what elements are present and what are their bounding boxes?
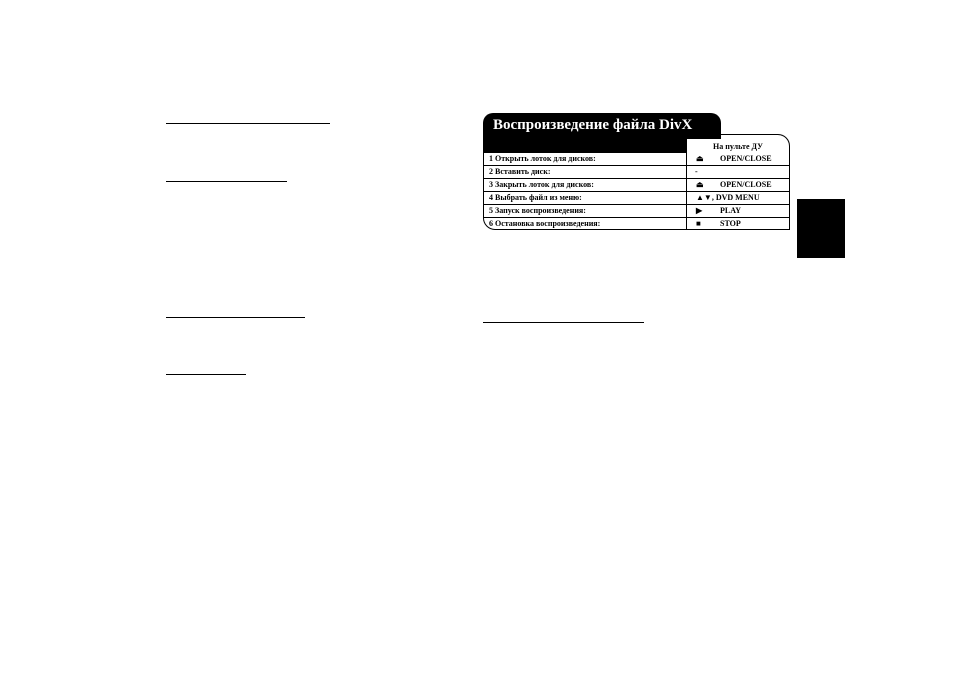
table-row	[484, 191, 789, 204]
table-row	[484, 153, 789, 165]
heading-rule-4	[166, 374, 246, 375]
remote-key: ▲▼, DVD MENU	[696, 193, 760, 202]
heading-rule-2	[166, 181, 287, 182]
divx-panel	[483, 113, 790, 230]
heading-rule-3	[166, 317, 305, 318]
step-text: 2 Вставить диск:	[489, 167, 551, 176]
remote-key: PLAY	[720, 206, 742, 215]
remote-cell	[686, 192, 789, 204]
remote-key: -	[695, 167, 698, 176]
step-text: 6 Остановка воспроизведения:	[489, 219, 601, 228]
remote-cell	[686, 218, 789, 230]
table-row	[484, 217, 789, 230]
stop-icon: ■	[696, 219, 701, 228]
panel-title: Воспроизведение файла DivX	[483, 113, 721, 139]
remote-cell	[686, 179, 789, 191]
heading-rule-5	[483, 322, 644, 323]
remote-cell	[686, 205, 789, 217]
remote-cell	[686, 166, 789, 178]
remote-key: OPEN/CLOSE	[720, 154, 772, 163]
step-text: 4 Выбрать файл из меню:	[489, 193, 582, 202]
heading-rule-1	[166, 123, 330, 124]
instruction-table	[483, 134, 790, 230]
eject-icon: ⏏	[696, 180, 704, 189]
step-text: 1 Открыть лоток для дисков:	[489, 154, 596, 163]
instruction-rows	[484, 153, 789, 230]
table-row	[484, 178, 789, 191]
table-row	[484, 204, 789, 217]
table-row	[484, 165, 789, 178]
step-text: 5 Запуск воспроизведения:	[489, 206, 586, 215]
section-tab	[797, 199, 845, 258]
remote-header: На пульте ДУ	[686, 135, 789, 153]
remote-key: STOP	[720, 219, 741, 228]
remote-cell	[686, 153, 789, 165]
remote-key: OPEN/CLOSE	[720, 180, 772, 189]
eject-icon: ⏏	[696, 154, 704, 163]
step-text: 3 Закрыть лоток для дисков:	[489, 180, 594, 189]
play-icon: ▶	[696, 206, 703, 215]
